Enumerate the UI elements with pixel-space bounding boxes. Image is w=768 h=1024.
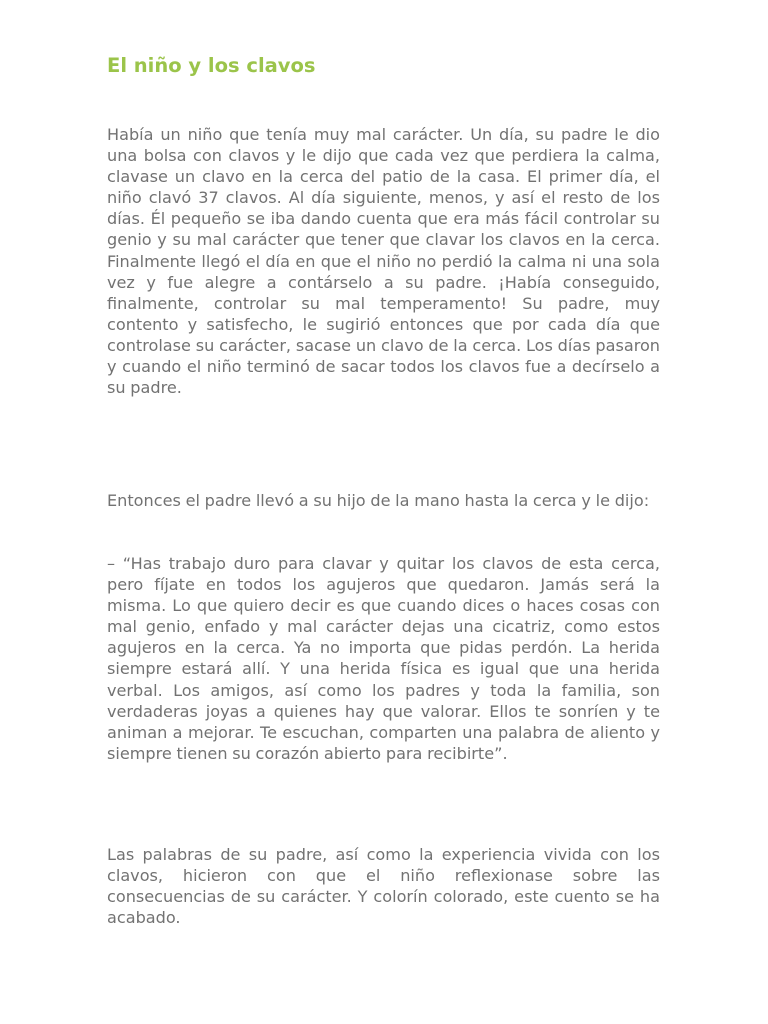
document-title: El niño y los clavos <box>107 54 316 77</box>
paragraph-story-intro: Había un niño que tenía muy mal carácter. Un día, su padre le dio una bolsa con clavos y le dijo que cada vez que perdiera la calma, clavase un clavo en la cerca del patio de la casa. El primer día, el niño clavó 37 clavos. Al día siguiente, menos, y así el resto de los días. Él pequeño se iba dando cuenta que era más fácil controlar su genio y su mal carácter que tener que clavar los clavos en la cerca. Finalmente llegó el día en que el niño no perdió la calma ni una sola vez y fue alegre a contárselo a su padre. ¡Había conseguido, finalmente, controlar su mal temperamento! Su padre, muy contento y satisfecho, le sugirió entonces que por cada día que controlase su carácter, sacase un clavo de la cerca. Los días pasaron y cuando el niño terminó de sacar todos los clavos fue a decírselo a su padre. <box>107 125 660 398</box>
paragraph-father-speech: – “Has trabajo duro para clavar y quitar los clavos de esta cerca, pero fíjate en todos los agujeros que quedaron. Jamás será la misma. Lo que quiero decir es que cuando dices o haces cosas con mal genio, enfado y mal carácter dejas una cicatriz, como estos agujeros en la cerca. Ya no importa que pidas perdón. La herida siempre estará allí. Y una herida física es igual que una herida verbal. Los amigos, así como los padres y toda la familia, son verdaderas joyas a quienes hay que valorar. Ellos te sonríen y te animan a mejorar. Te escuchan, comparten una palabra de aliento y siempre tienen su corazón abierto para recibirte”. <box>107 554 660 763</box>
paragraph-father-leads: Entonces el padre llevó a su hijo de la mano hasta la cerca y le dijo: <box>107 491 650 510</box>
paragraph-conclusion: Las palabras de su padre, así como la experiencia vivida con los clavos, hicieron con que el niño reflexionase sobre las consecuencias de su carácter. Y colorín colorado, este cuento se ha acabado. <box>107 845 660 928</box>
document-page <box>107 0 660 1024</box>
